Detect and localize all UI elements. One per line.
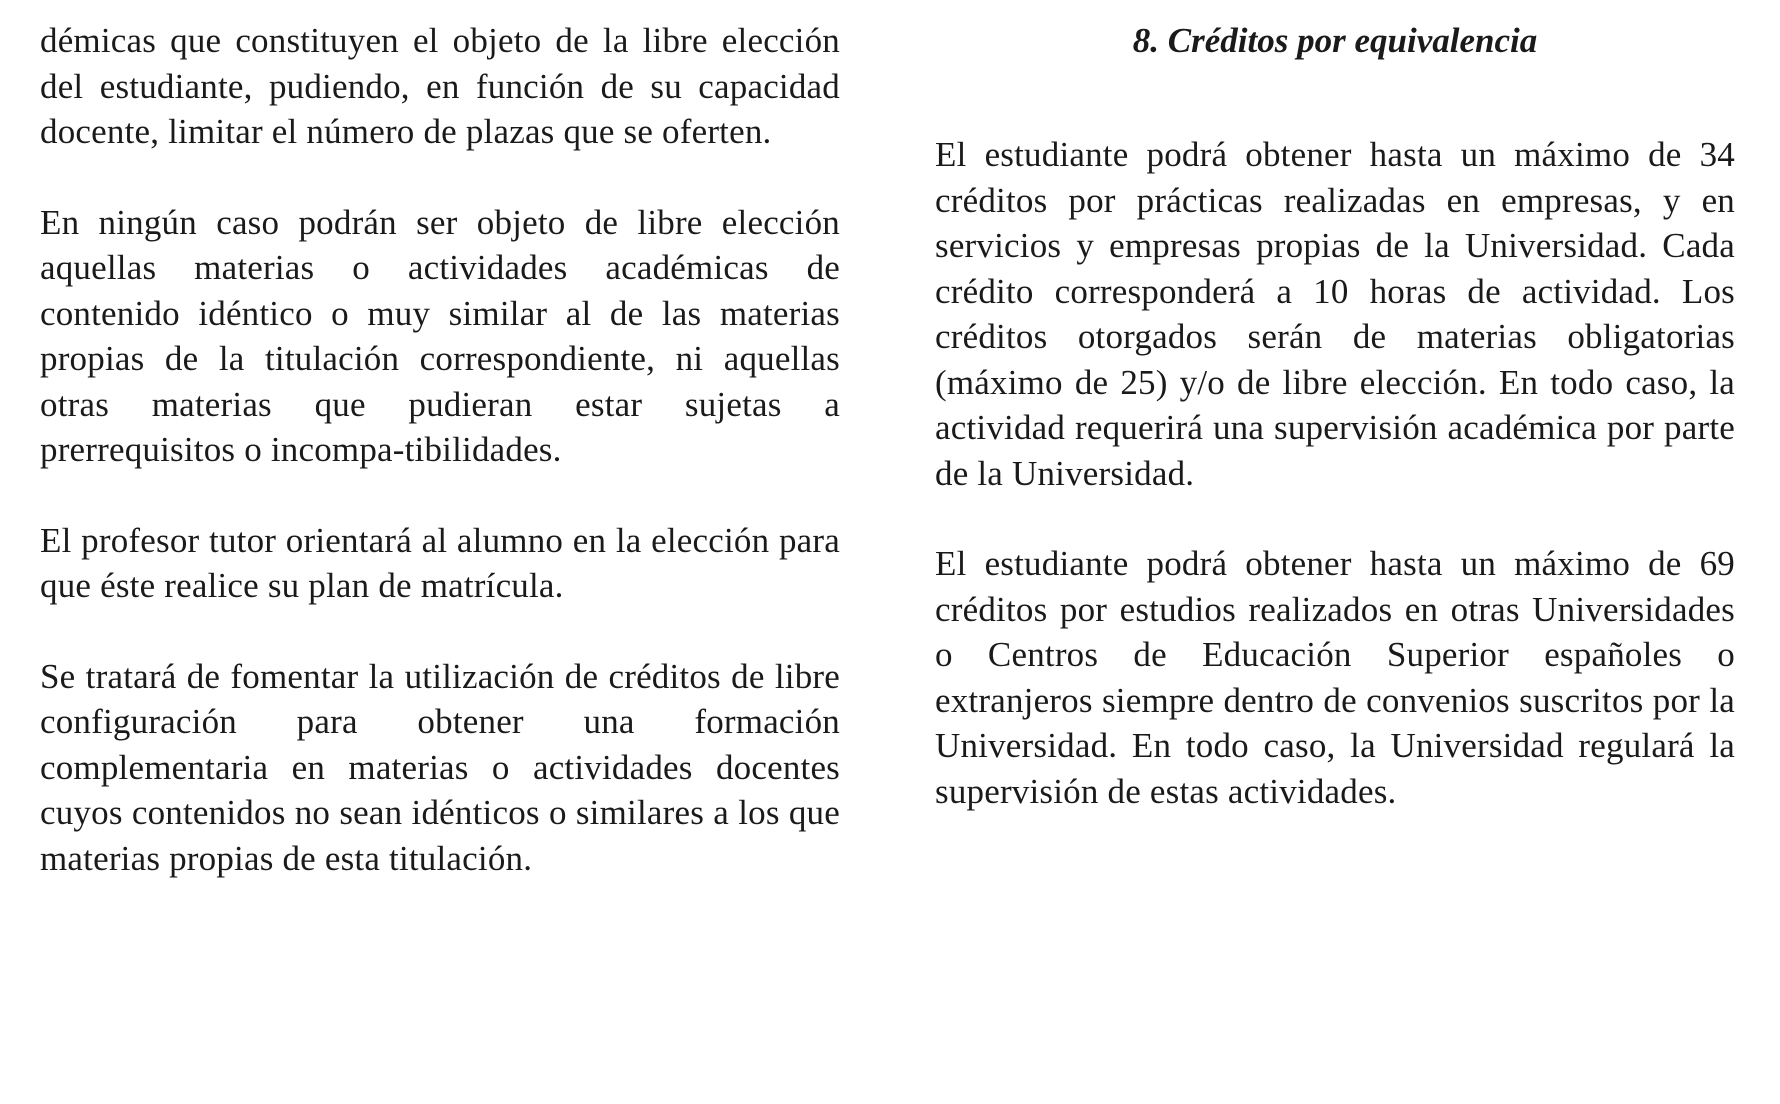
left-column [40, 18, 840, 926]
section-heading: 8. Créditos por equivalencia [1132, 21, 1538, 60]
paragraph-practicas-empresas: El estudiante podrá obtener hasta un máximo de 34 créditos por prácticas realizadas en empresas, y en servicios y empresas propias de la Universidad. Cada crédito corresponderá a 10 horas de actividad. Los créditos otorgados serán de materias obligatorias (máximo de 25) y/o de libre elección. En todo caso, la actividad requerirá una supervisión académica por parte de la Universidad. [935, 135, 1735, 493]
paragraph-estudios-otras-universidades: El estudiante podrá obtener hasta un máximo de 69 créditos por estudios realizados en otras Universidades o Centros de Educación Superior españoles o extranjeros siempre dentro de convenios suscritos por la Universidad. En todo caso, la Universidad regulará la supervisión de estas actividades. [935, 544, 1735, 811]
right-column [935, 18, 1735, 859]
paragraph-profesor-tutor: El profesor tutor orientará al alumno en la elección para que éste realice su plan de matrícula. [40, 520, 840, 605]
paragraph-libre-configuracion: Se tratará de fomentar la utilización de créditos de libre configuración para obtener una formación complementaria en materias o actividades docentes cuyos contenidos no sean idénticos o similares a los que materias propias de esta titulación. [40, 656, 840, 878]
paragraph-materias-excluidas: En ningún caso podrán ser objeto de libre elección aquellas materias o actividades académicas de contenido idéntico o muy similar al de las materias propias de la titulación correspondiente, ni aquellas otras materias que pudieran estar sujetas a prerrequisitos o incompa-tibilidades. [40, 202, 840, 469]
paragraph-libre-eleccion-oferta: démicas que constituyen el objeto de la libre elección del estudiante, pudiendo, en función de su capacidad docente, limitar el número de plazas que se oferten. [40, 21, 840, 151]
